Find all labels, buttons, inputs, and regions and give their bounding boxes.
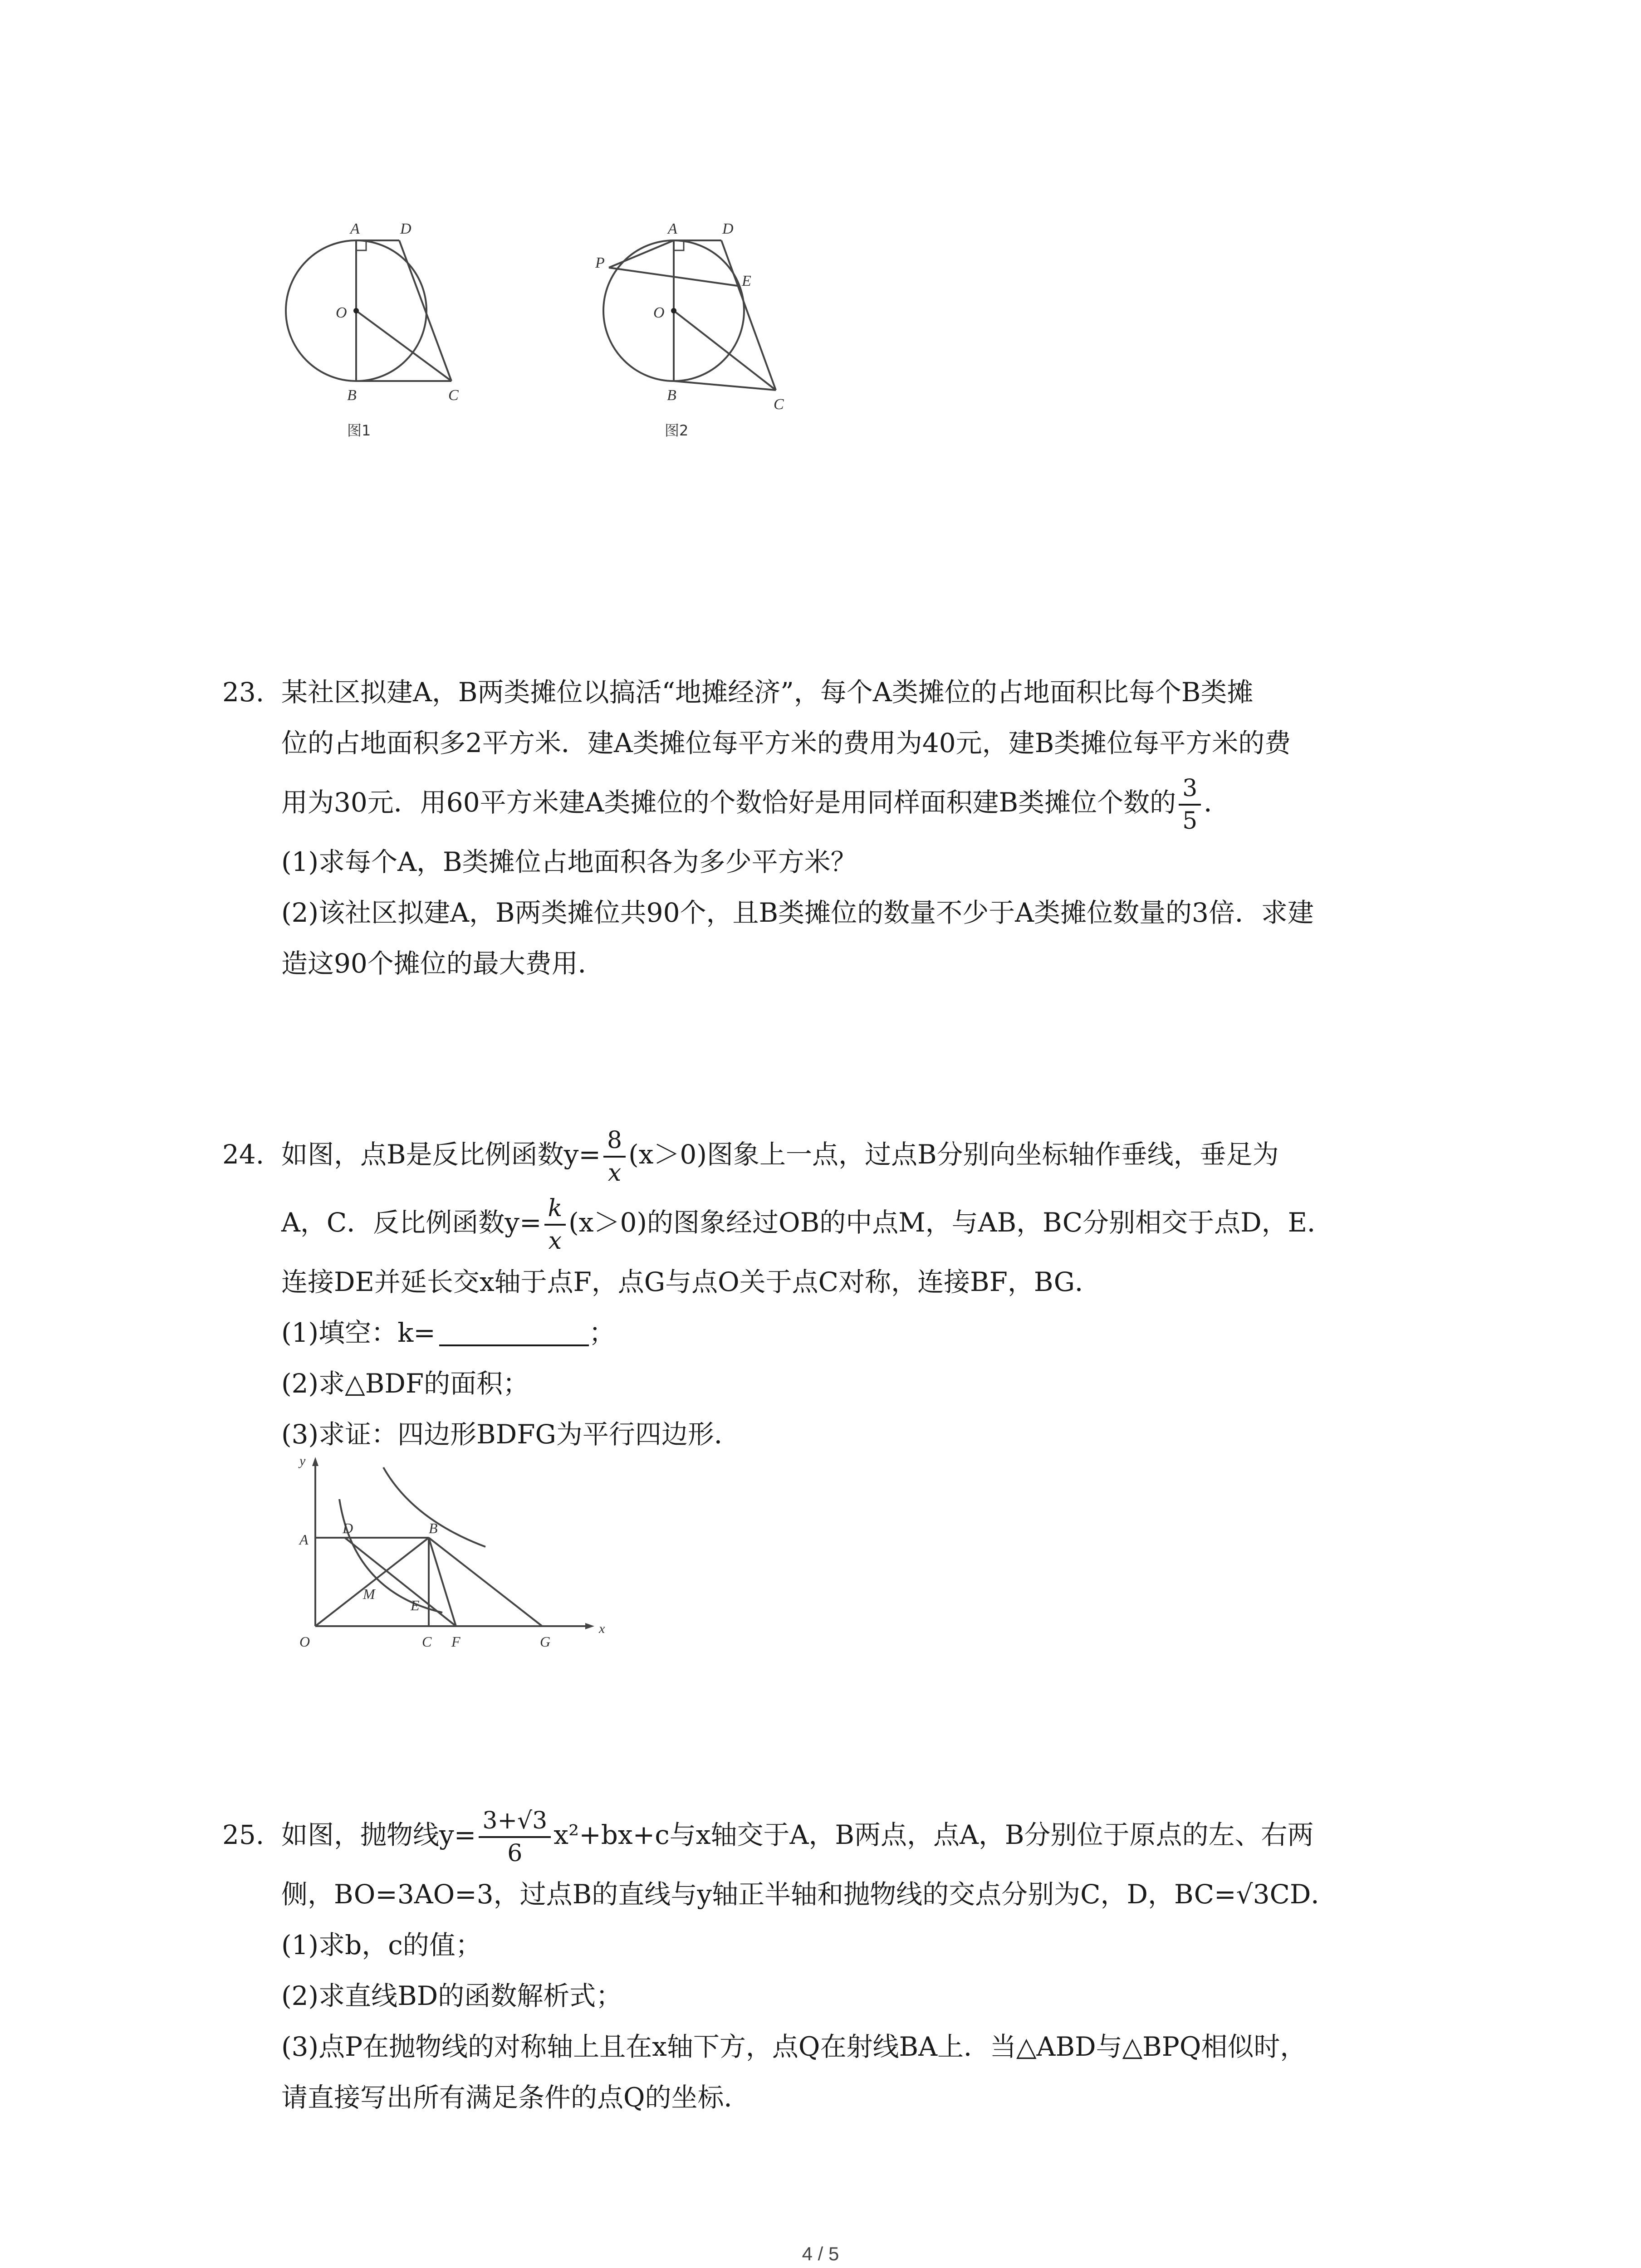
q24-line-2: A，C．反比例函数y= $\frac{k}{x}$ (x＞0)的图象经过OB的中点M，与AB，BC分别相交于点D，E． xyxy=(281,1194,1334,1255)
fig2-label-A: A xyxy=(668,220,677,237)
q25-fraction: $\frac{3+√3}{6}$ xyxy=(479,1809,551,1865)
q23-line-2: 位的占地面积多2平方米．建A类摊位每平方米的费用为40元，建B类摊位每平方米的费 xyxy=(281,728,1291,758)
fig1-label-C: C xyxy=(448,387,459,404)
q24-graph-label-A: A xyxy=(299,1531,309,1548)
answer-blank[interactable] xyxy=(439,1317,589,1346)
q25-sub-3-line-1: (3)点P在抛物线的对称轴上且在x轴下方，点Q在射线BA上．当△ABD与△BPQ相似时， xyxy=(281,2031,1307,2062)
question-25 xyxy=(222,1801,1465,2123)
q24-graph-label-x: x xyxy=(599,1621,605,1636)
q23-fraction: $\frac{3}{5}$ xyxy=(1179,777,1201,833)
fig2-label-C: C xyxy=(774,396,784,413)
fig2-caption: 图2 xyxy=(665,422,689,439)
fig2-label-B: B xyxy=(667,387,676,404)
q24-sub-3: (3)求证：四边形BDFG为平行四边形． xyxy=(281,1419,740,1450)
fig1-label-D: D xyxy=(400,220,411,237)
question-24 xyxy=(222,1120,1465,1460)
q24-number: 24. xyxy=(222,1139,265,1170)
q24-graph-label-B: B xyxy=(429,1520,438,1536)
fig1-caption: 图1 xyxy=(347,422,371,439)
q24-graph-label-G: G xyxy=(540,1633,551,1650)
q24-sub-1: (1)填空：k= ； xyxy=(281,1317,615,1348)
page-number: 4 / 5 xyxy=(802,2243,839,2264)
q25-number: 25. xyxy=(222,1819,265,1850)
q23-number: 23. xyxy=(222,677,265,708)
q24-graph-label-M: M xyxy=(363,1586,375,1602)
q24-graph-label-O: O xyxy=(299,1633,310,1650)
q25-sub-2: (2)求直线BD的函数解析式； xyxy=(281,1980,622,2011)
q23-line-3: 用为30元．用60平方米建A类摊位的个数恰好是用同样面积建B类摊位个数的 $\frac{3}{5}$ ． xyxy=(281,774,1230,835)
q25-line-2: 侧，BO=3AO=3，过点B的直线与y轴正半轴和抛物线的交点分别为C，D，BC=√3CD． xyxy=(281,1879,1337,1910)
fig1-label-A: A xyxy=(350,220,360,237)
q25-sub-1: (1)求b，c的值； xyxy=(281,1930,482,1960)
fig2-label-E: E xyxy=(742,273,751,289)
fig1-label-O: O xyxy=(336,304,347,321)
q24-graph-label-C: C xyxy=(422,1633,432,1650)
figure-q24-graph xyxy=(281,1456,608,1665)
q23-sub-1: (1)求每个A，B类摊位占地面积各为多少平方米？ xyxy=(281,846,857,877)
q24-graph-label-F: F xyxy=(451,1633,460,1650)
q24-line-3: 连接DE并延长交x轴于点F，点G与点O关于点C对称，连接BF，BG． xyxy=(281,1266,1101,1297)
q24-fraction-1: $\frac{8}{x}$ xyxy=(603,1129,626,1185)
q24-line-1: 24. 如图，点B是反比例函数y= $\frac{8}{x}$ (x＞0)图象上一点，过点B分别向坐标轴作垂线，垂足为 xyxy=(222,1120,1465,1188)
q25-line-1: 25. 如图，抛物线y= $\frac{3+√3}{6}$ x²+bx+c与x轴交于A，B两点，点A，B分别位于原点的左、右两 xyxy=(222,1801,1465,1869)
q23-sub-2-line-2: 造这90个摊位的最大费用． xyxy=(281,948,604,979)
q24-graph-label-E: E xyxy=(411,1597,420,1613)
q24-graph-label-D: D xyxy=(343,1520,353,1536)
q24-fraction-2: $\frac{k}{x}$ xyxy=(544,1197,566,1253)
fig1-label-B: B xyxy=(347,387,357,404)
fig2-label-P: P xyxy=(595,254,605,271)
figure-1 xyxy=(272,213,490,467)
q23-line-1: 23. 某社区拟建A，B两类摊位以搞活“地摊经济”，每个A类摊位的占地面积比每个B类摊 xyxy=(222,667,1465,718)
fig2-label-D: D xyxy=(722,220,734,237)
fig2-label-O: O xyxy=(653,304,665,321)
q24-graph-label-y: y xyxy=(299,1456,306,1468)
figure-2 xyxy=(590,213,826,467)
question-23 xyxy=(222,667,1465,989)
q24-sub-2: (2)求△BDF的面积； xyxy=(281,1368,529,1399)
q25-sub-3-line-2: 请直接写出所有满足条件的点Q的坐标． xyxy=(281,2082,750,2113)
q23-sub-2-line-1: (2)该社区拟建A，B两类摊位共90个，且B类摊位的数量不少于A类摊位数量的3倍．求建 xyxy=(281,897,1314,928)
